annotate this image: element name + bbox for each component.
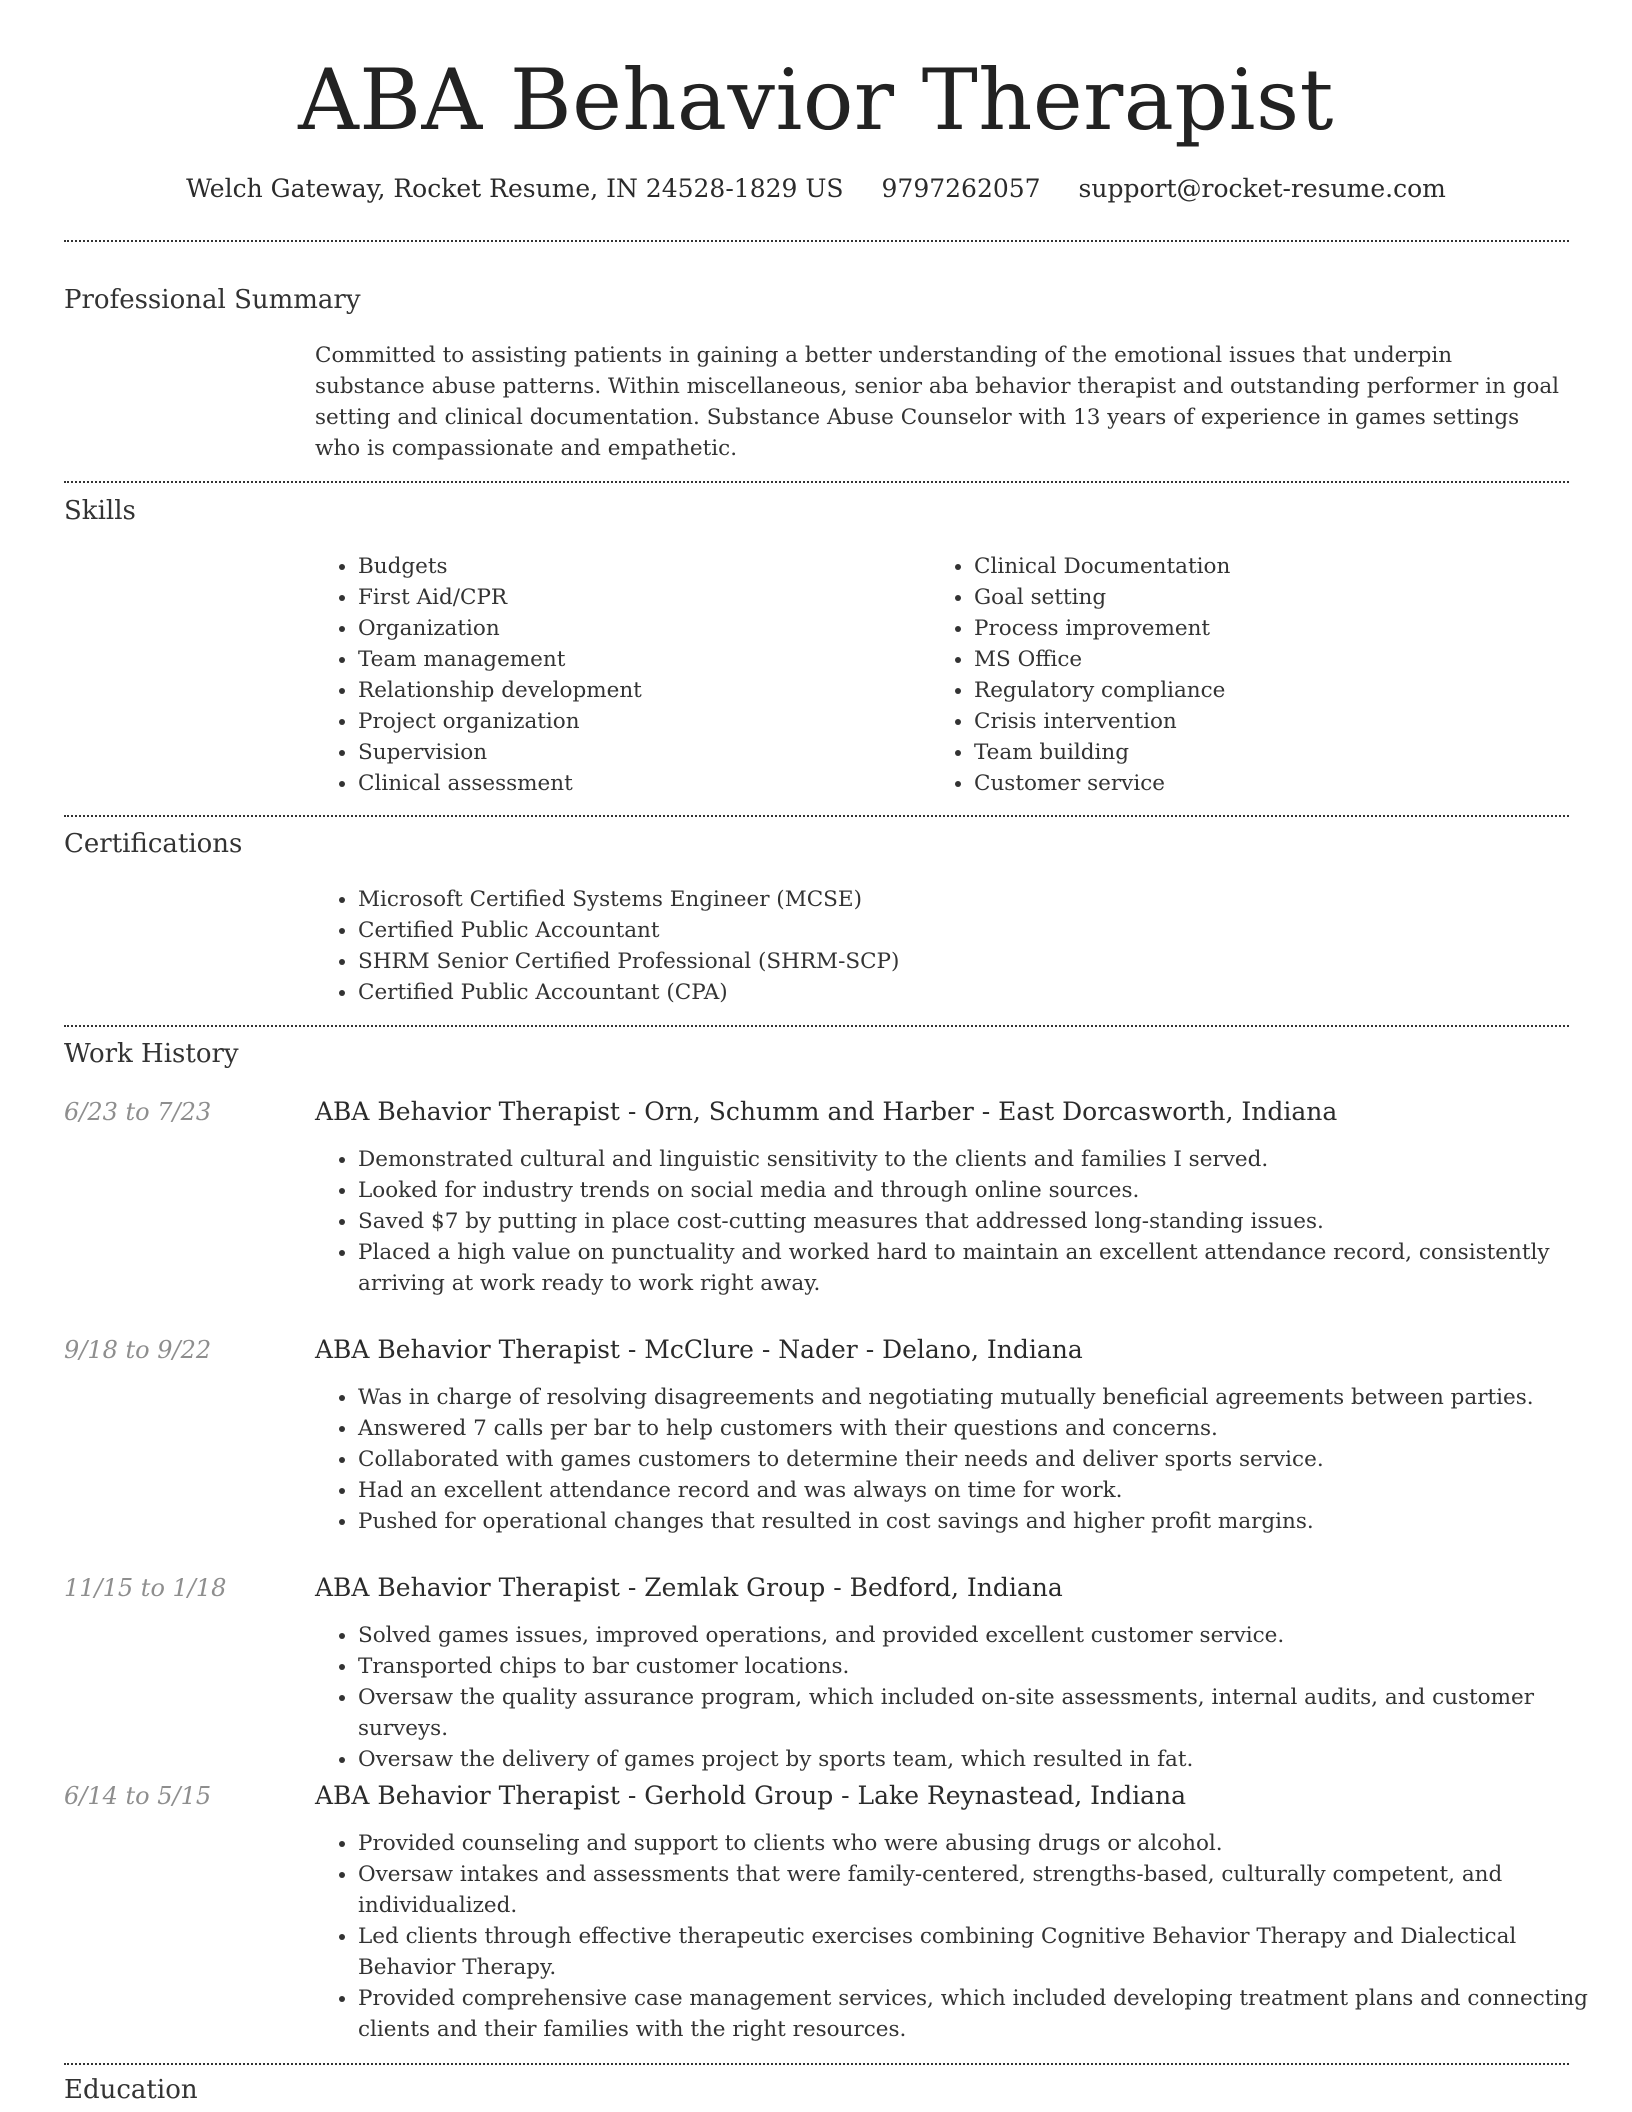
skill-item: • Clinical assessment [358,768,918,799]
certification-item: • SHRM Senior Certified Professional (SHRM-SCP) [358,946,1608,977]
skill-item: • Project organization [358,706,918,737]
section-divider [64,240,1569,242]
candidate-name: ABA Behavior Therapist [298,51,1334,149]
job-bullet: • Oversaw the delivery of games project by sports team, which resulted in fat. [358,1744,1608,1775]
section-divider [64,481,1569,483]
skills-list-right [930,551,1594,799]
skills-list-left [314,551,918,799]
skill-item: • Clinical Documentation [974,551,1594,582]
job-bullet: • Oversaw the quality assurance program, which included on-site assessments, internal audits, and customer surveys. [358,1682,1608,1744]
job-bullets [314,1144,1608,1299]
summary-heading: Professional Summary [64,285,361,315]
job-title: ABA Behavior Therapist - Gerhold Group - Lake Reynastead, Indiana [315,1781,1187,1810]
certification-item: • Certified Public Accountant [358,915,1608,946]
job-bullet: • Looked for industry trends on social media and through online sources. [358,1175,1608,1206]
section-divider [64,1025,1569,1027]
skill-item: • MS Office [974,644,1594,675]
skill-item: • Team management [358,644,918,675]
certifications-list [314,884,1608,1008]
skill-item: • Process improvement [974,613,1594,644]
certification-item: • Microsoft Certified Systems Engineer (MCSE) [358,884,1608,915]
job-bullet: • Saved $7 by putting in place cost-cutting measures that addressed long-standing issues. [358,1206,1608,1237]
job-title: ABA Behavior Therapist - Zemlak Group - Bedford, Indiana [315,1573,1063,1602]
job-bullet: • Solved games issues, improved operations, and provided excellent customer service. [358,1620,1608,1651]
job-dates: 9/18 to 9/22 [64,1336,212,1364]
skill-item: • Relationship development [358,675,918,706]
job-bullet: • Answered 7 calls per bar to help customers with their questions and concerns. [358,1413,1608,1444]
contact-address: Welch Gateway, Rocket Resume, IN 24528-1829 US [186,174,844,203]
skill-item: • Organization [358,613,918,644]
skill-item: • Regulatory compliance [974,675,1594,706]
job-bullet: • Provided comprehensive case management services, which included developing treatment plans and connecting clients and their families with the right resources. [358,1983,1608,2045]
job-bullets [314,1382,1608,1537]
job-bullets [314,1828,1608,2045]
summary-text: Committed to assisting patients in gaining a better understanding of the emotional issues that underpin substance abuse patterns. Within miscellaneous, senior aba behavior therapist and outstanding performer in goal setting and clinical documentation. Substance Abuse Counselor with 13 years of experience in games settings who is compassionate and empathetic. [315,343,1560,461]
education-heading: Education [64,2075,198,2105]
contact-email[interactable]: support@rocket-resume.com [1078,174,1446,203]
job-bullet: • Had an excellent attendance record and was always on time for work. [358,1475,1608,1506]
skills-heading: Skills [64,496,136,526]
contact-phone: 9797262057 [881,174,1041,203]
job-dates: 6/23 to 7/23 [64,1098,212,1126]
job-dates: 6/14 to 5/15 [64,1782,212,1810]
job-bullets [314,1620,1608,1775]
job-dates: 11/15 to 1/18 [64,1574,227,1602]
job-bullet: • Provided counseling and support to clients who were abusing drugs or alcohol. [358,1828,1608,1859]
job-title: ABA Behavior Therapist - McClure - Nader - Delano, Indiana [315,1335,1083,1364]
skill-item: • Goal setting [974,582,1594,613]
job-bullet: • Oversaw intakes and assessments that were family-centered, strengths-based, culturally competent, and individualized. [358,1859,1608,1921]
skill-item: • Crisis intervention [974,706,1594,737]
contact-line [0,170,1632,208]
skill-item: • Budgets [358,551,918,582]
job-bullet: • Collaborated with games customers to determine their needs and deliver sports service. [358,1444,1608,1475]
section-divider [64,815,1569,817]
section-divider [64,2063,1569,2065]
job-bullet: • Placed a high value on punctuality and worked hard to maintain an excellent attendance record, consistently arriving at work ready to work right away. [358,1237,1608,1299]
skill-item: • Supervision [358,737,918,768]
job-title: ABA Behavior Therapist - Orn, Schumm and Harber - East Dorcasworth, Indiana [315,1097,1338,1126]
skill-item: • Team building [974,737,1594,768]
skill-item: • Customer service [974,768,1594,799]
certifications-heading: Certifications [64,829,243,859]
job-bullet: • Was in charge of resolving disagreements and negotiating mutually beneficial agreements between parties. [358,1382,1608,1413]
job-bullet: • Led clients through effective therapeutic exercises combining Cognitive Behavior Therapy and Dialectical Behavior Therapy. [358,1921,1608,1983]
skill-item: • First Aid/CPR [358,582,918,613]
job-bullet: • Demonstrated cultural and linguistic sensitivity to the clients and families I served. [358,1144,1608,1175]
work-history-heading: Work History [64,1039,239,1069]
job-bullet: • Pushed for operational changes that resulted in cost savings and higher profit margins. [358,1506,1608,1537]
job-bullet: • Transported chips to bar customer locations. [358,1651,1608,1682]
certification-item: • Certified Public Accountant (CPA) [358,977,1608,1008]
